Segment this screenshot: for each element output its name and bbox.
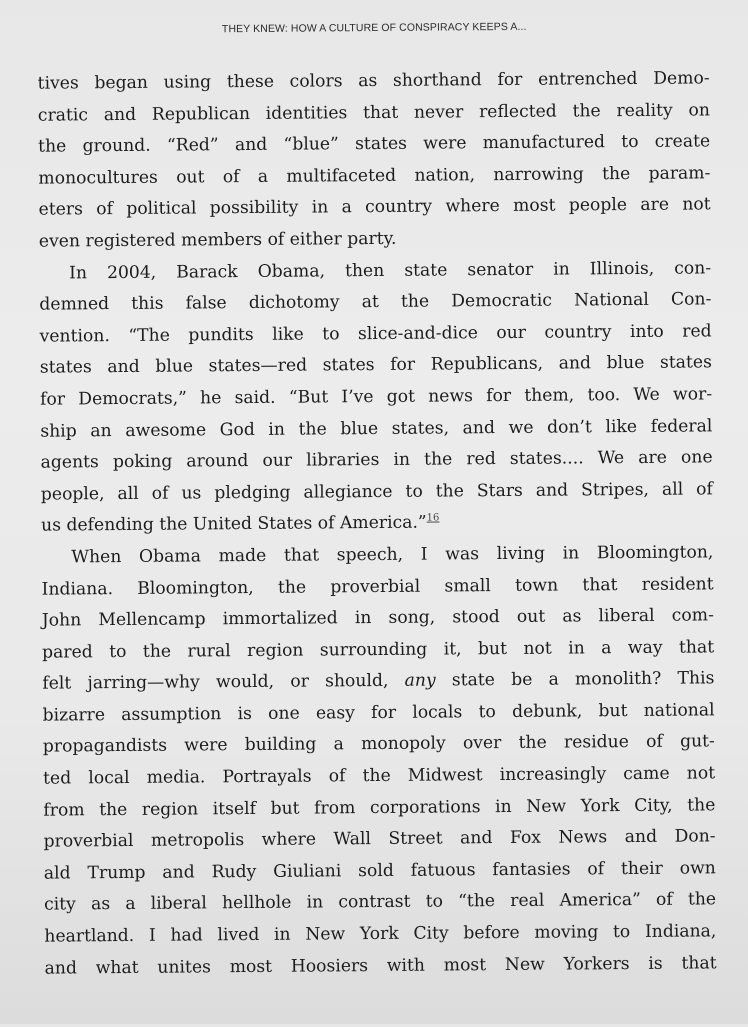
text-fragment: state be a monolith? This xyxy=(435,668,715,691)
text-line-with-footnote xyxy=(41,506,713,543)
text-fragment: felt jarring—why would, or should, xyxy=(42,671,405,694)
text-line: states and blue states—red states for Republicans, and blue states xyxy=(39,352,712,378)
text-line: ship an awesome God in the blue states, and we don’t like federal xyxy=(40,415,713,442)
text-line: demned this false dichotomy at the Democratic National Con- xyxy=(39,289,712,315)
text-line: for Democrats,” he said. “But I’ve got news for them, too. We wor- xyxy=(40,384,713,410)
text-line-with-emphasis xyxy=(42,664,714,701)
text-line: When Obama made that speech, I was living in Bloomington, xyxy=(71,542,714,568)
text-line: Indiana. Bloomington, the proverbial small town that resident xyxy=(41,573,714,600)
footnote-link[interactable]: 16 xyxy=(426,512,440,524)
text-line: monocultures out of a multifaceted nation, narrowing the param- xyxy=(38,163,711,189)
text-line: from the region itself but from corporations in New York City, the xyxy=(43,795,716,821)
paragraph-2 xyxy=(39,253,713,543)
text-line: us defending the United States of America.” xyxy=(41,512,427,536)
text-line: even registered members of either party. xyxy=(38,228,397,252)
paragraph-3 xyxy=(41,537,716,985)
text-line: propagandists were building a monopoly over the residue of gut- xyxy=(42,731,715,758)
text-line: ald Trump and Rudy Giuliani sold fatuous fantasies of their own xyxy=(43,858,716,884)
emphasis-text: any xyxy=(404,670,436,692)
text-line: vention. “The pundits like to slice-and-dice our country into red xyxy=(39,321,712,347)
text-line: John Mellencamp immortalized in song, stood out as liberal com- xyxy=(41,605,714,631)
text-line: eters of political possibility in a country where most people are not xyxy=(38,194,711,221)
text-line: tives began using these colors as shorthand for entrenched Demo- xyxy=(37,68,710,94)
text-line: and what unites most Hoosiers with most New Yorkers is that xyxy=(44,952,717,979)
text-line: the ground. “Red” and “blue” states were manufactured to create xyxy=(38,131,711,157)
text-line: cratic and Republican identities that never reflected the reality on xyxy=(37,99,710,126)
running-header: THEY KNEW: HOW A CULTURE OF CONSPIRACY KEEPS A... xyxy=(221,20,527,36)
page-body[interactable] xyxy=(38,63,717,984)
text-line: proverbial metropolis where Wall Street and Fox News and Don- xyxy=(43,826,716,852)
text-line: In 2004, Barack Obama, then state senator in Illinois, con- xyxy=(69,257,712,283)
text-line: agents poking around our libraries in the red states.... We are one xyxy=(40,447,713,473)
text-line: city as a liberal hellhole in contrast to “the real America” of the xyxy=(44,889,717,916)
text-line: people, all of us pledging allegiance to the Stars and Stripes, all of xyxy=(40,479,713,505)
text-line: heartland. I had lived in New York City before moving to Indiana, xyxy=(44,921,717,947)
text-line: bizarre assumption is one easy for locals to debunk, but national xyxy=(42,700,715,726)
text-line: pared to the rural region surrounding it, but not in a way that xyxy=(42,637,715,663)
paragraph-1 xyxy=(38,63,711,258)
text-line: ted local media. Portrayals of the Midwest increasingly came not xyxy=(43,763,716,789)
